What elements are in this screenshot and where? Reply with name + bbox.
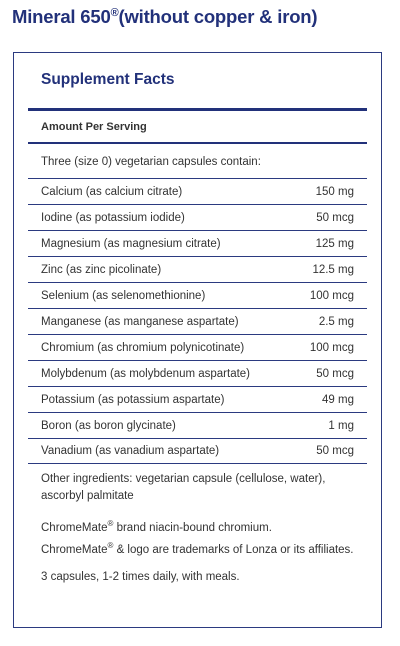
nutrient-name: Boron (as boron glycinate) [41, 419, 176, 432]
directions: 3 capsules, 1-2 times daily, with meals. [41, 570, 240, 583]
nutrient-amount: 2.5 mg [318, 315, 354, 328]
nutrient-amount: 49 mg [322, 393, 354, 406]
nutrient-amount: 100 mcg [309, 341, 354, 354]
nutrient-row [28, 230, 367, 256]
chromemate-mark-2: ® [107, 540, 114, 550]
chromemate-line1: brand niacin-bound chromium. [113, 521, 272, 534]
nutrient-amount: 150 mg [315, 185, 354, 198]
product-title [12, 6, 317, 28]
nutrient-amount: 100 mcg [309, 289, 354, 302]
nutrient-row [28, 178, 367, 204]
amount-per-serving-label: Amount Per Serving [41, 121, 147, 133]
nutrient-row [28, 256, 367, 282]
facts-heading: Supplement Facts [41, 71, 175, 88]
nutrient-row [28, 360, 367, 386]
nutrient-name: Chromium (as chromium polynicotinate) [41, 341, 245, 354]
nutrient-name: Selenium (as selenomethionine) [41, 289, 206, 302]
nutrient-row [28, 204, 367, 230]
nutrient-amount: 125 mg [315, 237, 354, 250]
nutrient-amount: 50 mcg [316, 445, 354, 457]
nutrient-amount: 50 mcg [316, 367, 354, 380]
nutrient-row [28, 282, 367, 308]
nutrient-amount: 1 mg [328, 419, 354, 432]
medium-divider [28, 142, 367, 144]
nutrient-row [28, 438, 367, 464]
serving-intro: Three (size 0) vegetarian capsules contain: [41, 156, 261, 168]
chromemate-brand-2: ChromeMate [41, 543, 108, 556]
nutrient-name: Potassium (as potassium aspartate) [41, 393, 225, 406]
thick-divider [28, 108, 367, 111]
chromemate-mark: ® [107, 519, 114, 528]
product-suffix: (without copper & iron) [118, 6, 318, 27]
nutrient-name: Vanadium (as vanadium aspartate) [41, 445, 220, 457]
registered-mark: ® [110, 6, 119, 19]
nutrient-row [28, 412, 367, 438]
label-notes [41, 471, 363, 596]
nutrient-amount: 50 mcg [316, 211, 354, 224]
trademark-note [41, 515, 363, 559]
nutrient-amount: 12.5 mg [312, 263, 354, 276]
nutrient-name: Manganese (as manganese aspartate) [41, 315, 239, 328]
other-ingredients: Other ingredients: vegetarian capsule (cellulose, water), ascorbyl palmitate [41, 473, 326, 502]
nutrient-name: Molybdenum (as molybdenum aspartate) [41, 367, 251, 380]
nutrient-name: Magnesium (as magnesium citrate) [41, 237, 221, 250]
chromemate-line2: & logo are trademarks of Lonza or its affiliates. [113, 543, 354, 556]
nutrient-row [28, 334, 367, 360]
nutrient-name: Iodine (as potassium iodide) [41, 211, 185, 224]
supplement-facts-panel [13, 52, 382, 628]
nutrient-row [28, 386, 367, 412]
nutrient-list [28, 178, 367, 464]
nutrient-name: Zinc (as zinc picolinate) [41, 263, 162, 276]
chromemate-brand: ChromeMate [41, 521, 108, 534]
nutrient-name: Calcium (as calcium citrate) [41, 185, 183, 198]
product-name: Mineral 650 [12, 6, 111, 27]
nutrient-row [28, 308, 367, 334]
